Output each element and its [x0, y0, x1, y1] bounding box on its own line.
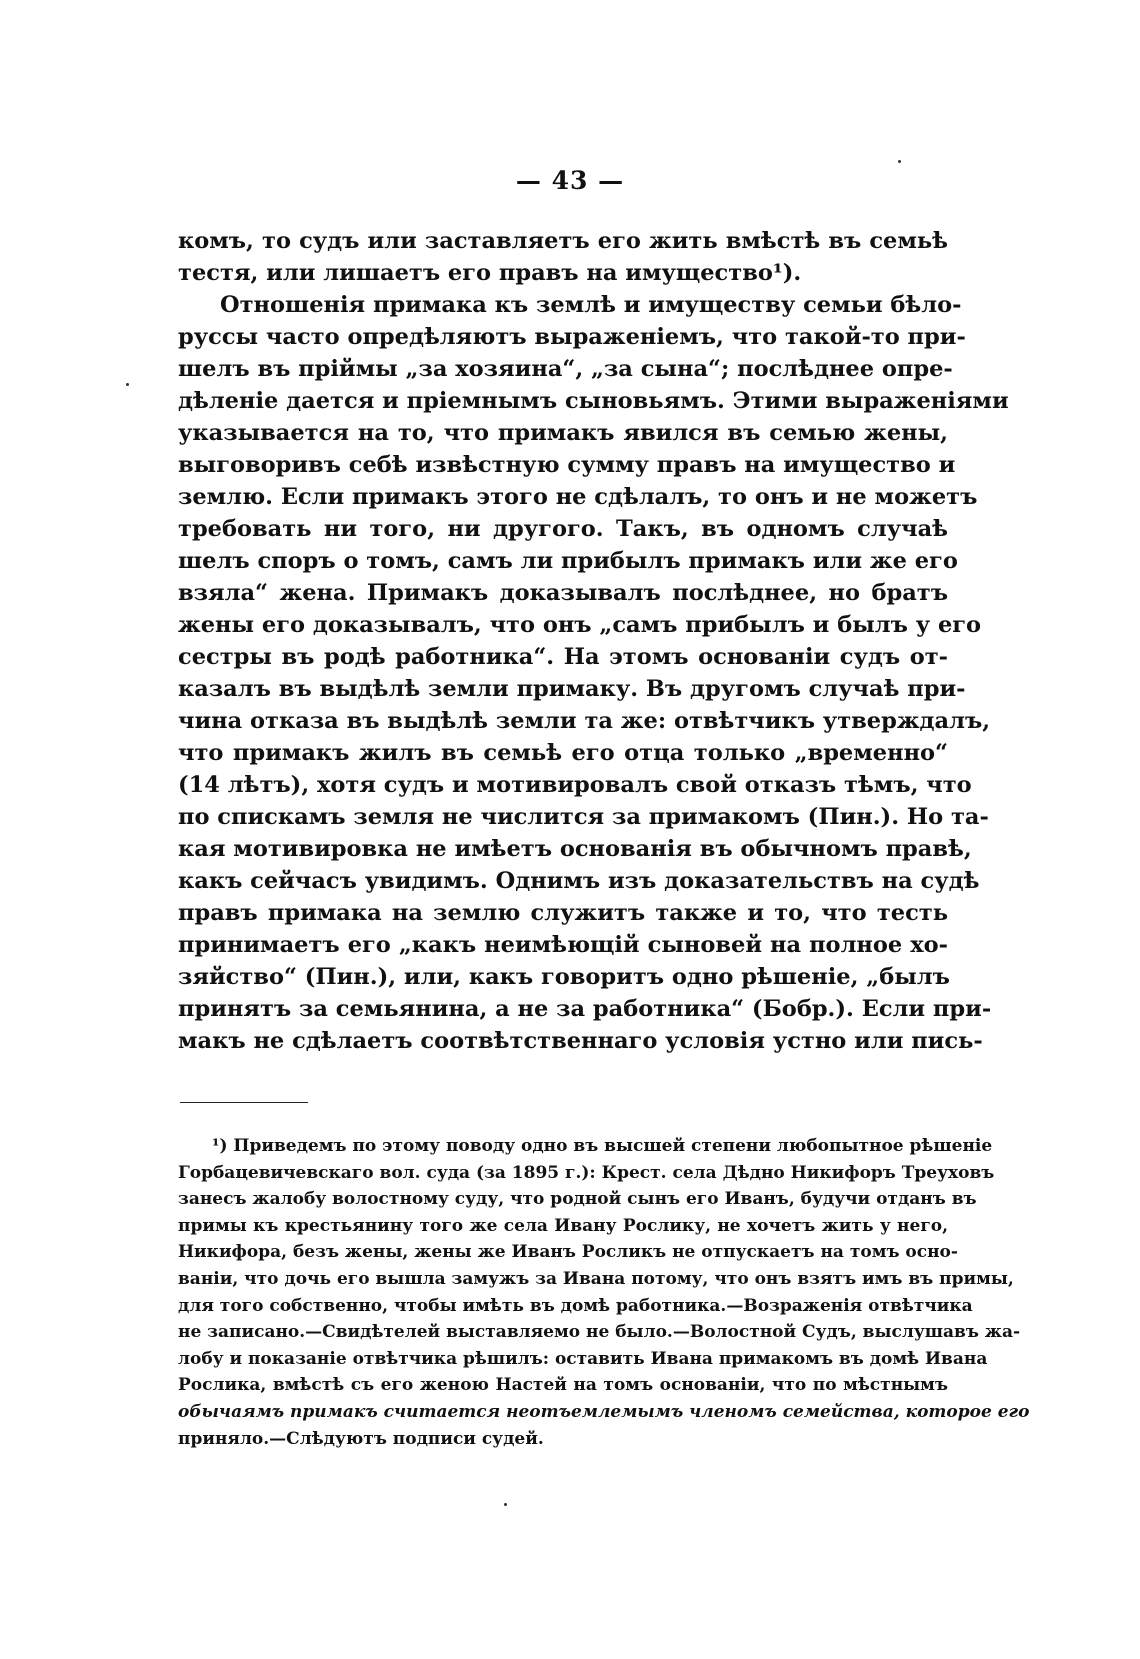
footnote-line: обычаямъ примакъ считается неотъемлемымъ членомъ семейства, которое его	[178, 1401, 1030, 1422]
text-line: руссы часто опредѣляютъ выраженіемъ, что такой-то при-	[178, 324, 966, 350]
footnote	[178, 1133, 1030, 1452]
text-line: дѣленіе дается и пріемнымъ сыновьямъ. Этими выраженіями	[178, 388, 1009, 414]
footnote-line: для того собственно, чтобы имѣть въ домѣ работника.—Возраженія отвѣтчика	[178, 1295, 973, 1316]
text-line: шелъ споръ о томъ, самъ ли прибылъ примакъ или же его	[178, 548, 958, 574]
text-line: выговоривъ себѣ извѣстную сумму правъ на имущество и	[178, 452, 956, 478]
footnote-line: Горбацевичевскаго вол. суда (за 1895 г.): Крест. села Дѣдно Никифоръ Треуховъ	[178, 1162, 995, 1183]
text-line: принимаетъ его „какъ неимѣющій сыновей на полное хо-	[178, 932, 948, 958]
text-line: кая мотивировка не имѣетъ основанія въ обычномъ правѣ,	[178, 836, 972, 862]
text-line: взяла“ жена. Примакъ доказывалъ послѣднее, но братъ	[178, 580, 948, 606]
footnote-line: ¹) Приведемъ по этому поводу одно въ высшей степени любопытное рѣшеніе	[212, 1136, 993, 1156]
footnote-line: ваніи, что дочь его вышла замужъ за Ивана потому, что онъ взятъ имъ въ примы,	[178, 1268, 1014, 1289]
text-line: что примакъ жилъ въ семьѣ его отца только „временно“	[178, 740, 948, 766]
page-number: — 43 —	[515, 166, 625, 195]
text-line: требовать ни того, ни другого. Такъ, въ одномъ случаѣ	[178, 516, 948, 542]
text-line: какъ сейчасъ увидимъ. Однимъ изъ доказательствъ на судѣ	[178, 868, 980, 894]
footnote-line: приняло.—Слѣдуютъ подписи судей.	[178, 1428, 544, 1449]
text-line: землю. Если примакъ этого не сдѣлалъ, то онъ и не можетъ	[178, 484, 978, 510]
text-line: правъ примака на землю служитъ также и то, что тесть	[178, 900, 948, 926]
main-text	[178, 225, 1009, 1057]
text-line: шелъ въ пріймы „за хозяина“, „за сына“; послѣднее опре-	[178, 356, 953, 382]
text-line: сестры въ родѣ работника“. На этомъ основаніи судъ от-	[178, 644, 948, 670]
text-line: Отношенія примака къ землѣ и имуществу семьи бѣло-	[220, 292, 962, 318]
footnote-line: примы къ крестьянину того же села Ивану Рослику, не хочетъ жить у него,	[178, 1215, 948, 1236]
scan-speck	[126, 383, 129, 386]
text-line: тестя, или лишаетъ его правъ на имущество¹).	[178, 260, 802, 286]
text-line: зяйство“ (Пин.), или, какъ говоритъ одно рѣшеніе, „былъ	[178, 964, 950, 990]
text-line: (14 лѣтъ), хотя судъ и мотивировалъ свой отказъ тѣмъ, что	[178, 772, 972, 798]
footnote-line: занесъ жалобу волостному суду, что родной сынъ его Иванъ, будучи отданъ въ	[178, 1189, 977, 1210]
text-line: казалъ въ выдѣлѣ земли примаку. Въ другомъ случаѣ при-	[178, 676, 966, 702]
footnote-line: Рослика, вмѣстѣ съ его женою Настей на томъ основаніи, что по мѣстнымъ	[178, 1375, 948, 1396]
text-line: указывается на то, что примакъ явился въ семью жены,	[178, 420, 948, 446]
text-line: жены его доказывалъ, что онъ „самъ прибылъ и былъ у его	[178, 612, 982, 638]
text-line: чина отказа въ выдѣлѣ земли та же: отвѣтчикъ утверждалъ,	[178, 708, 991, 734]
footnote-line: лобу и показаніе отвѣтчика рѣшилъ: оставить Ивана примакомъ въ домѣ Ивана	[178, 1348, 988, 1369]
text-line: комъ, то судъ или заставляетъ его жить вмѣстѣ въ семьѣ	[178, 228, 948, 254]
text-line: макъ не сдѣлаетъ соотвѣтственнаго условія устно или пись-	[178, 1028, 983, 1054]
scan-speck	[504, 1503, 507, 1506]
footnote-line: Никифора, безъ жены, жены же Иванъ Росликъ не отпускаетъ на томъ осно-	[178, 1242, 958, 1263]
footnote-separator	[180, 1102, 308, 1103]
footnote-line: не записано.—Свидѣтелей выставляемо не было.—Волостной Судъ, выслушавъ жа-	[178, 1322, 1021, 1343]
scan-speck	[898, 160, 901, 163]
text-line: принятъ за семьянина, а не за работника“ (Бобр.). Если при-	[178, 996, 992, 1022]
text-line: по спискамъ земля не числится за примакомъ (Пин.). Но та-	[178, 804, 989, 830]
